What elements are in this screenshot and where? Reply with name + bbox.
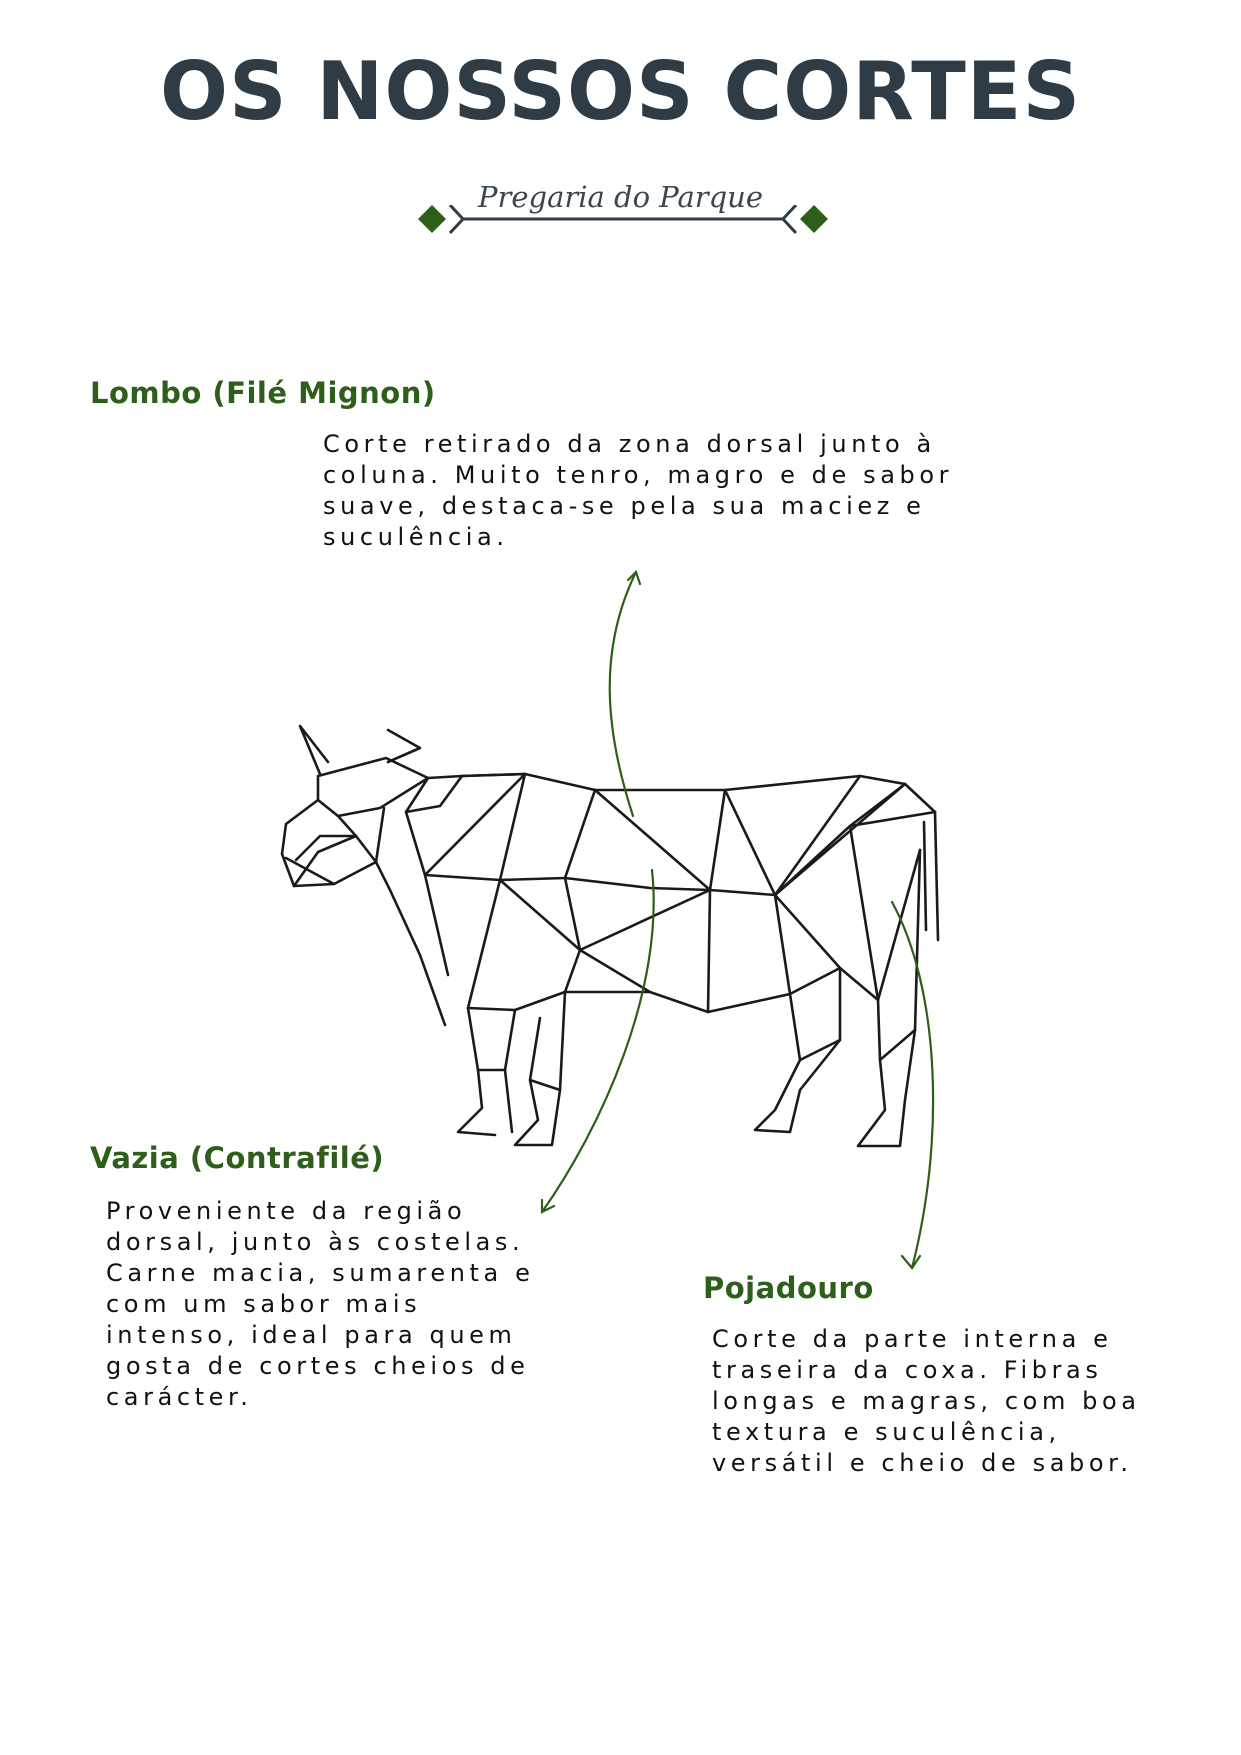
cut-description-lombo: Corte retirado da zona dorsal junto à coluna. Muito tenro, magro e de sabor suave, destaca-se pela sua maciez e suculência.	[323, 430, 954, 551]
cut-heading-pojadouro: Pojadouro	[703, 1271, 874, 1305]
cut-heading-vazia: Vazia (Contrafilé)	[90, 1141, 385, 1175]
arrow-pojadouro	[892, 902, 933, 1268]
cut-description-pojadouro: Corte da parte interna e traseira da coxa. Fibras longas e magras, com boa textura e suculência, versátil e cheio de sabor.	[712, 1325, 1141, 1477]
callout-arrows	[542, 572, 933, 1268]
polygonal-cow-icon	[282, 726, 938, 1146]
arrow-lombo	[610, 572, 636, 816]
page-title: OS NOSSOS CORTES	[159, 45, 1082, 138]
cut-heading-lombo: Lombo (Filé Mignon)	[90, 376, 436, 410]
cut-description-vazia: Proveniente da região dorsal, junto às costelas. Carne macia, sumarenta e com um sabor mais intenso, ideal para quem gosta de cortes cheios de carácter.	[106, 1197, 535, 1411]
page-subtitle: Pregaria do Parque	[477, 180, 764, 214]
arrow-vazia	[542, 870, 654, 1212]
